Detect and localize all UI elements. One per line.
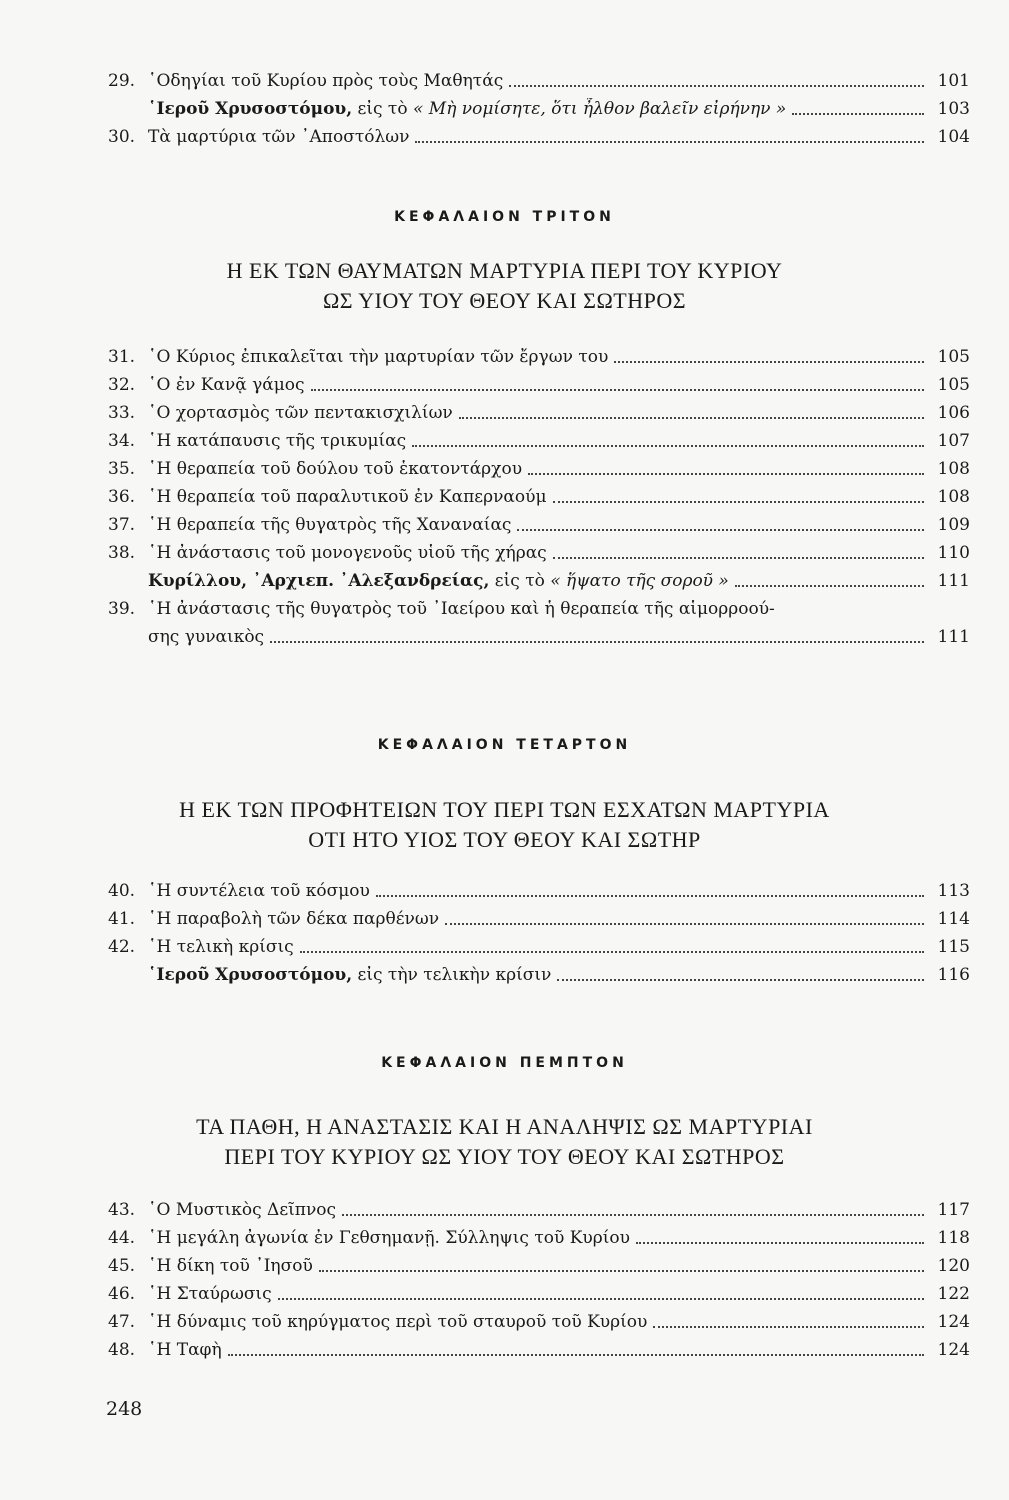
dot-leader [412, 444, 924, 447]
toc-entry [108, 1305, 970, 1333]
dot-leader [528, 472, 924, 475]
dot-leader [319, 1269, 924, 1272]
entry-title [108, 964, 551, 986]
toc-entry [108, 874, 970, 902]
dot-leader [636, 1241, 924, 1244]
entry-title-text: ῾Οδηγίαι τοῦ Κυρίου πρὸς τοὺς Μαθητάς [148, 71, 504, 91]
entry-title-text: ῾Η Ταφὴ [148, 1340, 222, 1360]
chapter-4-label: ΚΕΦΑΛΑΙΟΝ ΤΕΤΑΡΤΟΝ [377, 737, 632, 753]
entry-number: 39. [108, 599, 136, 619]
entry-number: 35. [108, 459, 136, 479]
entry-title-text: ῾Η κατάπαυσις τῆς τρικυμίας [148, 431, 407, 451]
entry-page-number: 114 [937, 909, 970, 929]
toc-entry [108, 368, 970, 396]
entry-number: 34. [108, 431, 136, 451]
entry-title [148, 430, 406, 452]
toc-entry [108, 452, 970, 480]
entry-title [148, 598, 775, 620]
toc-entry [108, 958, 970, 986]
toc-entry [108, 592, 970, 620]
dot-leader [653, 1325, 924, 1328]
entry-page-number: 120 [937, 1256, 970, 1276]
entry-number: 37. [108, 515, 136, 535]
toc-entry [108, 1193, 970, 1221]
chapter-4-entries [108, 874, 970, 986]
dot-leader [376, 894, 924, 897]
toc-entry [108, 1221, 970, 1249]
entry-number: 30. [108, 127, 136, 147]
entry-title-text: ῾Ο Μυστικὸς Δεῖπνος [148, 1200, 337, 1220]
entry-page-number: 108 [937, 459, 970, 479]
entry-number: 31. [108, 347, 136, 367]
entry-page-number: 117 [937, 1200, 970, 1220]
entry-number: 33. [108, 403, 136, 423]
entry-title [148, 374, 305, 396]
entry-title [148, 402, 453, 424]
dot-leader [459, 416, 924, 419]
entry-number: 40. [108, 881, 136, 901]
toc-entries-continued [108, 64, 970, 148]
entry-page-number: 104 [937, 127, 970, 147]
entry-number: 44. [108, 1228, 136, 1248]
dot-leader [300, 950, 924, 953]
entry-title [148, 1227, 630, 1249]
entry-title-text: ῾Ο ἐν Κανᾷ γάμος [148, 375, 305, 395]
dot-leader [415, 140, 924, 143]
entry-page-number: 108 [937, 487, 970, 507]
entry-title-text: ῾Η παραβολὴ τῶν δέκα παρθένων [148, 909, 440, 929]
chapter-3-entries [108, 340, 970, 648]
chapter-3-title-line-2: ΩΣ ΥΙΟΥ ΤΟΥ ΘΕΟΥ ΚΑΙ ΣΩΤΗΡΟΣ [322, 288, 687, 313]
toc-entry [108, 1249, 970, 1277]
chapter-4-title-line-2: ΟΤΙ ΗΤΟ ΥΙΟΣ ΤΟΥ ΘΕΟΥ ΚΑΙ ΣΩΤΗΡ [308, 827, 701, 852]
entry-page-number: 116 [937, 965, 970, 985]
chapter-4-title-line-1: Η ΕΚ ΤΩΝ ΠΡΟΦΗΤΕΙΩΝ ΤΟΥ ΠΕΡΙ ΤΩΝ ΕΣΧΑΤΩΝ ΜΑΡΤΥΡΙΑ [179, 797, 830, 822]
chapter-5-title [0, 1112, 1009, 1172]
dot-leader [509, 84, 924, 87]
chapter-5-title-line-2: ΠΕΡΙ ΤΟΥ ΚΥΡΙΟΥ ΩΣ ΥΙΟΥ ΤΟΥ ΘΕΟΥ ΚΑΙ ΣΩΤΗΡΟΣ [224, 1144, 785, 1169]
entry-title-text: ῾Η μεγάλη ἀγωνία ἐν Γεθσημανῇ. Σύλληψις τοῦ Κυρίου [148, 1228, 630, 1248]
entry-page-number: 105 [937, 375, 970, 395]
entry-number: 43. [108, 1200, 136, 1220]
entry-number: 48. [108, 1340, 136, 1360]
dot-leader [792, 112, 924, 115]
entry-title [108, 626, 264, 648]
entry-title-text: ῾Η ἀνάστασις τοῦ μονογενοῦς υἱοῦ τῆς χήρας [148, 543, 547, 563]
entry-page-number: 111 [937, 627, 970, 647]
entry-number: 32. [108, 375, 136, 395]
entry-title [148, 70, 503, 92]
entry-author: ῾Ιεροῦ Χρυσοστόμου, [148, 99, 353, 119]
entry-page-number: 106 [937, 403, 970, 423]
dot-leader [270, 640, 924, 643]
toc-entry [108, 64, 970, 92]
dot-leader [342, 1213, 924, 1216]
entry-page-number: 111 [937, 571, 970, 591]
entry-page-number: 113 [937, 881, 970, 901]
chapter-4-title [0, 795, 1009, 855]
entry-title [108, 570, 729, 592]
dot-leader [445, 922, 924, 925]
entry-title [108, 98, 786, 120]
page-number: 248 [106, 1398, 143, 1420]
entry-number: 45. [108, 1256, 136, 1276]
toc-entry [108, 340, 970, 368]
entry-title-text: ῾Ο Κύριος ἐπικαλεῖται τὴν μαρτυρίαν τῶν ἔργων του [148, 347, 609, 367]
entry-title [148, 458, 522, 480]
toc-entry [108, 120, 970, 148]
entry-page-number: 109 [937, 515, 970, 535]
entry-page-number: 122 [937, 1284, 970, 1304]
dot-leader [228, 1353, 924, 1356]
entry-number: 38. [108, 543, 136, 563]
entry-title-text: ῾Η τελικὴ κρίσις [148, 937, 294, 957]
entry-title-text: εἰς τὸ [352, 99, 413, 119]
entry-page-number: 118 [937, 1228, 970, 1248]
dot-leader [311, 388, 924, 391]
entry-title-text: σης γυναικὸς [148, 627, 265, 647]
entry-title-text: ῾Η συντέλεια τοῦ κόσμου [148, 881, 370, 901]
entry-page-number: 115 [937, 937, 970, 957]
entry-title-text: ῾Η δύναμις τοῦ κηρύγματος περὶ τοῦ σταυροῦ τοῦ Κυρίου [148, 1312, 648, 1332]
chapter-5-label: ΚΕΦΑΛΑΙΟΝ ΠΕΜΠΤΟΝ [381, 1055, 628, 1071]
dot-leader [614, 360, 924, 363]
toc-entry [108, 1333, 970, 1361]
dot-leader [553, 500, 924, 503]
chapter-3-title [0, 256, 1009, 316]
entry-title-text: ῾Ο χορτασμὸς τῶν πεντακισχιλίων [148, 403, 453, 423]
entry-title [148, 486, 547, 508]
toc-entry [108, 930, 970, 958]
toc-entry [108, 396, 970, 424]
entry-number: 29. [108, 71, 136, 91]
dot-leader [735, 584, 924, 587]
entry-title [148, 1199, 336, 1221]
entry-title [148, 542, 547, 564]
entry-title-text: ῾Η ἀνάστασις τῆς θυγατρὸς τοῦ ᾿Ιαείρου καὶ ἡ θεραπεία τῆς αἱμορροού- [148, 599, 775, 619]
entry-quote: « ἥψατο τῆς σοροῦ » [550, 571, 729, 591]
entry-title [148, 514, 511, 536]
entry-number: 41. [108, 909, 136, 929]
entry-title-text: εἰς τὸ [489, 571, 551, 591]
entry-author: Κυρίλλου, ᾿Αρχιεπ. ᾿Αλεξανδρείας, [148, 571, 490, 591]
toc-entry [108, 902, 970, 930]
entry-title-text: ῾Η θεραπεία τῆς θυγατρὸς τῆς Χαναναίας [148, 515, 512, 535]
dot-leader [278, 1297, 924, 1300]
entry-title [148, 126, 409, 148]
entry-number: 47. [108, 1312, 136, 1332]
chapter-5-title-line-1: ΤΑ ΠΑΘΗ, Η ΑΝΑΣΤΑΣΙΣ ΚΑΙ Η ΑΝΑΛΗΨΙΣ ΩΣ ΜΑΡΤΥΡΙΑΙ [196, 1114, 813, 1139]
entry-title-text: ῾Η δίκη τοῦ ᾿Ιησοῦ [148, 1256, 313, 1276]
toc-entry [108, 564, 970, 592]
entry-title-text: ῾Η θεραπεία τοῦ δούλου τοῦ ἑκατοντάρχου [148, 459, 523, 479]
entry-page-number: 110 [937, 543, 970, 563]
entry-author: ῾Ιεροῦ Χρυσοστόμου, [148, 965, 353, 985]
entry-page-number: 107 [937, 431, 970, 451]
entry-title [148, 908, 439, 930]
entry-title [148, 880, 370, 902]
entry-title [148, 1255, 313, 1277]
entry-title [148, 1283, 272, 1305]
entry-title [148, 1311, 647, 1333]
toc-entry [108, 424, 970, 452]
toc-entry [108, 1277, 970, 1305]
entry-title-text: ῾Η Σταύρωσις [148, 1284, 272, 1304]
entry-title-text: ῾Η θεραπεία τοῦ παραλυτικοῦ ἐν Καπερναούμ [148, 487, 547, 507]
toc-entry [108, 536, 970, 564]
entry-page-number: 103 [937, 99, 970, 119]
entry-quote: « Μὴ νομίσητε, ὅτι ἦλθον βαλεῖν εἰρήνην » [412, 99, 787, 119]
entry-number: 36. [108, 487, 136, 507]
chapter-3-label: ΚΕΦΑΛΑΙΟΝ ΤΡΙΤΟΝ [394, 209, 615, 225]
toc-entry [108, 508, 970, 536]
entry-title [148, 346, 608, 368]
entry-page-number: 124 [937, 1312, 970, 1332]
dot-leader [517, 528, 924, 531]
chapter-5-entries [108, 1193, 970, 1361]
entry-number: 42. [108, 937, 136, 957]
dot-leader [557, 978, 924, 981]
entry-page-number: 124 [937, 1340, 970, 1360]
toc-entry [108, 620, 970, 648]
entry-title [148, 936, 294, 958]
entry-title-text: Τὰ μαρτύρια τῶν ᾿Αποστόλων [148, 127, 410, 147]
entry-title-text: εἰς τὴν τελικὴν κρίσιν [352, 965, 552, 985]
entry-page-number: 101 [937, 71, 970, 91]
entry-number: 46. [108, 1284, 136, 1304]
chapter-3-title-line-1: Η ΕΚ ΤΩΝ ΘΑΥΜΑΤΩΝ ΜΑΡΤΥΡΙΑ ΠΕΡΙ ΤΟΥ ΚΥΡΙΟΥ [226, 258, 783, 283]
toc-entry [108, 92, 970, 120]
toc-entry [108, 480, 970, 508]
entry-title [148, 1339, 222, 1361]
entry-page-number: 105 [937, 347, 970, 367]
dot-leader [553, 556, 924, 559]
